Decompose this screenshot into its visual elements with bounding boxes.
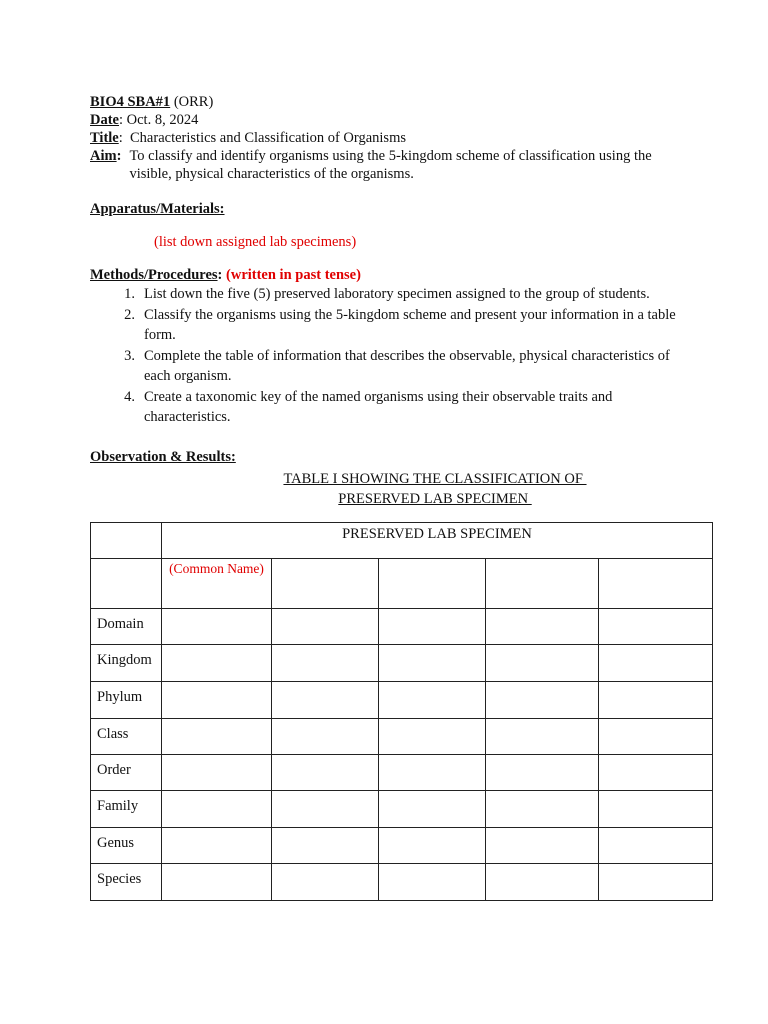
table-cell[interactable] bbox=[599, 791, 713, 828]
row-label-genus: Genus bbox=[91, 828, 162, 864]
table-row bbox=[91, 719, 713, 755]
document-header bbox=[90, 93, 690, 183]
date-value: : Oct. 8, 2024 bbox=[119, 112, 199, 128]
course-line bbox=[90, 93, 690, 111]
table-corner-cell bbox=[91, 523, 162, 559]
table-cell[interactable] bbox=[599, 682, 713, 719]
table-cell[interactable] bbox=[599, 719, 713, 755]
row-label-family: Family bbox=[91, 791, 162, 828]
table-header-row bbox=[91, 523, 713, 559]
methods-heading: Methods/Procedures bbox=[90, 267, 218, 283]
list-item bbox=[90, 305, 680, 346]
table-title-line-1: TABLE I SHOWING THE CLASSIFICATION OF bbox=[283, 471, 587, 487]
methods-note: (written in past tense) bbox=[226, 267, 361, 283]
table-cell bbox=[91, 559, 162, 609]
table-row bbox=[91, 828, 713, 864]
table-cell[interactable] bbox=[379, 559, 486, 609]
table-cell[interactable] bbox=[486, 755, 599, 791]
table-cell[interactable] bbox=[379, 755, 486, 791]
table-cell[interactable] bbox=[486, 645, 599, 682]
procedure-list bbox=[90, 284, 680, 428]
table-cell[interactable] bbox=[272, 864, 379, 901]
title-label: Title bbox=[90, 130, 119, 146]
table-cell[interactable] bbox=[486, 828, 599, 864]
step-text: List down the five (5) preserved laboratory specimen assigned to the group of students. bbox=[144, 286, 650, 302]
aim-text: To classify and identify organisms using the 5-kingdom scheme of classification using the visible, physical characteristics of the organisms. bbox=[129, 148, 652, 182]
course-code: BIO4 SBA#1 bbox=[90, 94, 171, 110]
table-cell[interactable] bbox=[379, 791, 486, 828]
apparatus-heading: Apparatus/Materials: bbox=[90, 201, 225, 217]
table-cell[interactable] bbox=[486, 719, 599, 755]
table-row bbox=[91, 791, 713, 828]
table-cell[interactable] bbox=[379, 645, 486, 682]
row-label-domain: Domain bbox=[91, 609, 162, 645]
table-cell[interactable] bbox=[599, 828, 713, 864]
table-row bbox=[91, 755, 713, 791]
table-cell[interactable] bbox=[272, 559, 379, 609]
methods-colon: : bbox=[217, 267, 227, 283]
table-row bbox=[91, 645, 713, 682]
table-cell[interactable] bbox=[162, 828, 272, 864]
step-number: 3. bbox=[124, 347, 135, 364]
row-label-phylum: Phylum bbox=[91, 682, 162, 719]
aim-label: Aim bbox=[90, 148, 117, 164]
table-cell[interactable] bbox=[486, 609, 599, 645]
table-cell[interactable] bbox=[599, 755, 713, 791]
table-cell[interactable] bbox=[272, 791, 379, 828]
step-text: Create a taxonomic key of the named organisms using their observable traits and characteristics. bbox=[144, 388, 613, 425]
table-cell[interactable] bbox=[272, 609, 379, 645]
step-number: 4. bbox=[124, 388, 135, 405]
table-cell[interactable] bbox=[162, 609, 272, 645]
course-suffix: (ORR) bbox=[170, 94, 214, 110]
table-row bbox=[91, 559, 713, 609]
table-cell[interactable] bbox=[162, 755, 272, 791]
table-cell[interactable] bbox=[162, 682, 272, 719]
date-line bbox=[90, 111, 690, 129]
table-cell[interactable] bbox=[599, 864, 713, 901]
step-text: Classify the organisms using the 5-kingdom scheme and present your information in a table form. bbox=[144, 306, 676, 343]
classification-table bbox=[90, 522, 713, 901]
table-cell[interactable] bbox=[379, 719, 486, 755]
step-text: Complete the table of information that describes the observable, physical characteristics of each organism. bbox=[144, 347, 670, 384]
table-cell[interactable] bbox=[272, 645, 379, 682]
table-cell[interactable] bbox=[379, 828, 486, 864]
table-cell[interactable] bbox=[162, 645, 272, 682]
row-label-kingdom: Kingdom bbox=[91, 645, 162, 682]
specimen-header: PRESERVED LAB SPECIMEN bbox=[162, 523, 713, 559]
table-title-line-2: PRESERVED LAB SPECIMEN bbox=[338, 491, 532, 507]
date-label: Date bbox=[90, 112, 119, 128]
table-row bbox=[91, 609, 713, 645]
table-cell[interactable] bbox=[379, 864, 486, 901]
table-cell[interactable] bbox=[162, 791, 272, 828]
table-row bbox=[91, 682, 713, 719]
observation-heading: Observation & Results: bbox=[90, 449, 236, 465]
table-cell[interactable] bbox=[272, 682, 379, 719]
title-value: : Characteristics and Classification of Organisms bbox=[118, 130, 406, 146]
row-label-order: Order bbox=[91, 755, 162, 791]
apparatus-note: (list down assigned lab specimens) bbox=[154, 234, 357, 250]
aim-colon: : bbox=[116, 148, 122, 164]
table-cell[interactable] bbox=[486, 559, 599, 609]
list-item bbox=[90, 387, 680, 428]
table-title bbox=[90, 469, 768, 509]
table-cell[interactable] bbox=[599, 645, 713, 682]
table-cell[interactable] bbox=[272, 719, 379, 755]
list-item bbox=[90, 284, 680, 305]
table-row bbox=[91, 864, 713, 901]
row-label-class: Class bbox=[91, 719, 162, 755]
table-cell[interactable] bbox=[379, 682, 486, 719]
table-cell[interactable] bbox=[379, 609, 486, 645]
table-cell[interactable] bbox=[486, 864, 599, 901]
table-cell[interactable] bbox=[599, 559, 713, 609]
step-number: 2. bbox=[124, 306, 135, 323]
step-number: 1. bbox=[124, 286, 135, 302]
table-cell[interactable] bbox=[486, 791, 599, 828]
table-cell[interactable] bbox=[162, 719, 272, 755]
common-name-hint: (Common Name) bbox=[162, 559, 272, 609]
aim-line bbox=[90, 147, 690, 183]
table-cell[interactable] bbox=[599, 609, 713, 645]
table-cell[interactable] bbox=[486, 682, 599, 719]
table-cell[interactable] bbox=[162, 864, 272, 901]
methods-heading-line bbox=[90, 266, 361, 284]
table-cell[interactable] bbox=[272, 828, 379, 864]
title-line bbox=[90, 129, 690, 147]
list-item bbox=[90, 346, 680, 387]
row-label-species: Species bbox=[91, 864, 162, 901]
table-cell[interactable] bbox=[272, 755, 379, 791]
